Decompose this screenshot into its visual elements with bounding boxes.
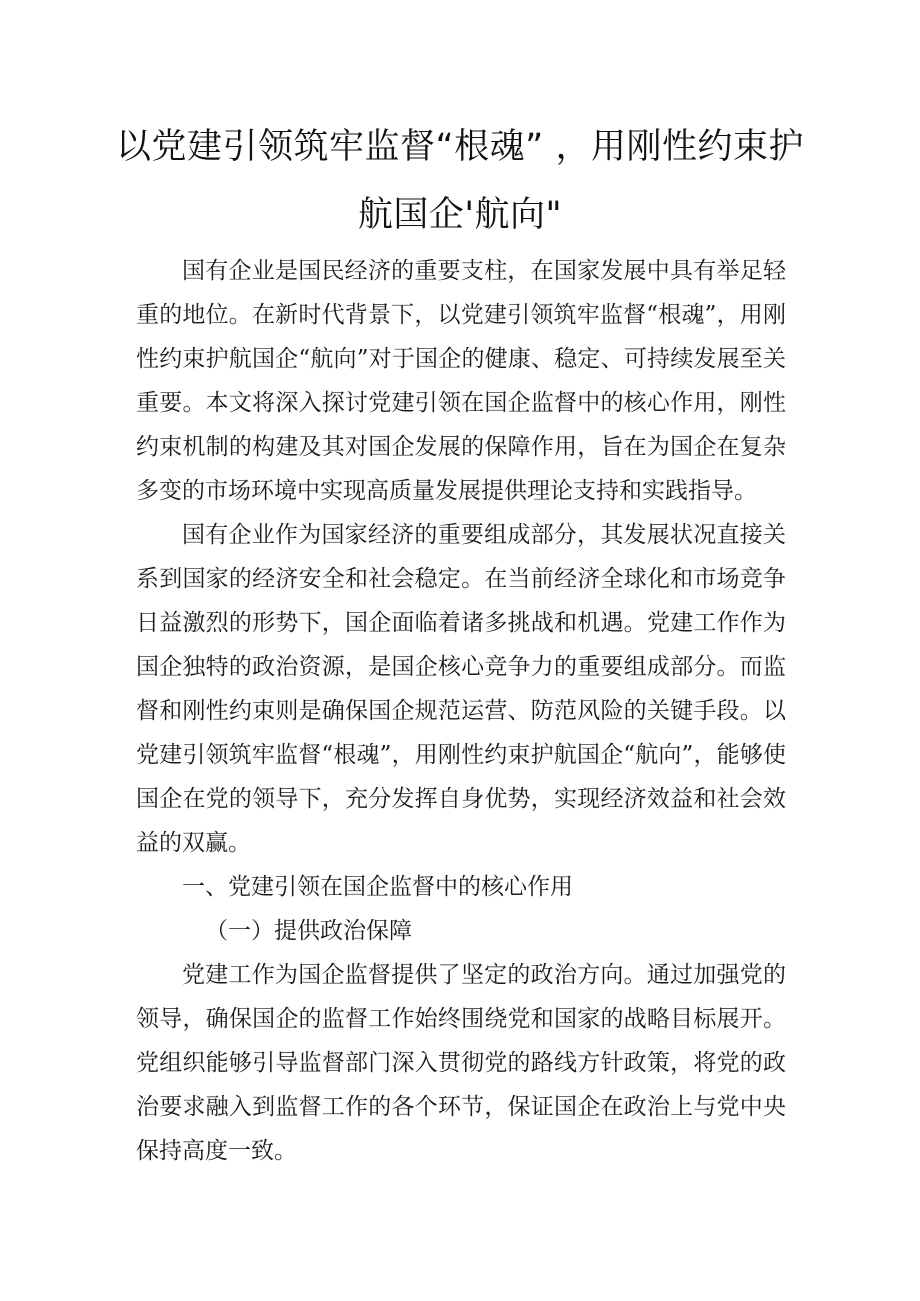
document-body (136, 249, 786, 1173)
subsection-heading-1: （一）提供政治保障 (205, 918, 412, 944)
body-paragraph-2: 国有企业作为国家经济的重要组成部分，其发展状况直接关系到国家的经济安全和社会稳定。在当前经济全球化和市场竞争日益激烈的形势下，国企面临着诸多挑战和机遇。党建工作作为国企独特的政治资源，是国企核心竞争力的重要组成部分。而监督和刚性约束则是确保国企规范运营、防范风险的关键手段。以党建引领筑牢监督“根魂”，用刚性约束护航国企“航向”，能够使国企在党的领导下，充分发挥自身优势，实现经济效益和社会效益的双赢。 (136, 522, 786, 856)
body-paragraph-1: 国有企业是国民经济的重要支柱，在国家发展中具有举足轻重的地位。在新时代背景下，以党建引领筑牢监督“根魂”，用刚性约束护航国企“航向”对于国企的健康、稳定、可持续发展至关重要。本文将深入探讨党建引领在国企监督中的核心作用，刚性约束机制的构建及其对国企发展的保障作用，旨在为国企在复杂多变的市场环境中实现高质量发展提供理论支持和实践指导。 (136, 258, 786, 504)
document-title-line-1: 以党建引领筑牢监督“根魂” ，用刚性约束护 (116, 127, 804, 167)
body-paragraph-3: 党建工作为国企监督提供了坚定的政治方向。通过加强党的领导，确保国企的监督工作始终围绕党和国家的战略目标展开。党组织能够引导监督部门深入贯彻党的路线方针政策，将党的政治要求融入到监督工作的各个环节，保证国企在政治上与党中央保持高度一致。 (136, 962, 786, 1164)
document-title-line-2: 航国企'航向" (357, 195, 563, 235)
section-heading-1: 一、党建引领在国企监督中的核心作用 (182, 874, 573, 900)
